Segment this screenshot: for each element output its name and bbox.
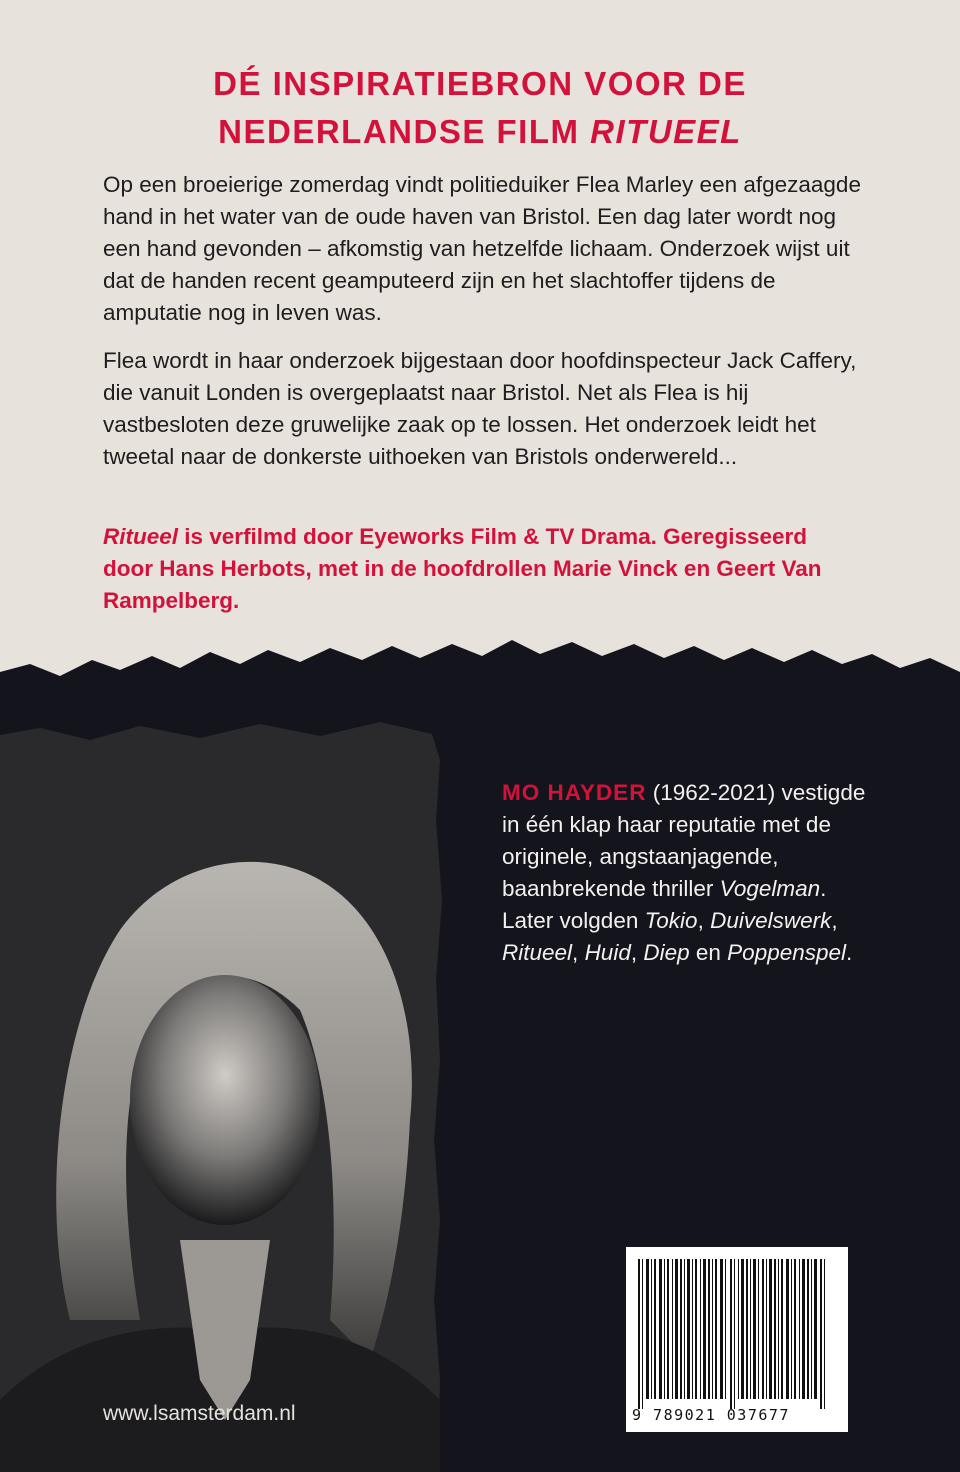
barcode-panel [626, 1247, 848, 1432]
author-years: (1962-2021) [646, 780, 776, 805]
bio-sep-2: , [831, 908, 838, 933]
barcode [626, 1247, 848, 1432]
photo-face [130, 975, 320, 1225]
barcode-bars [638, 1259, 825, 1409]
bio-sep-1: , [697, 908, 711, 933]
bio-text-1: vestigde in één klap haar reputatie met de originele, angstaanjagende, baanbrekende thriller [502, 780, 866, 901]
book-title-huid: Huid [584, 940, 631, 965]
book-title-duivelswerk: Duivelswerk [710, 908, 832, 933]
synopsis-paragraph-1: Op een broeierige zomerdag vindt politieduiker Flea Marley een afgezaagde hand in het water van de oude haven van Bristol. Een dag later wordt nog een hand gevonden – afkomstig van hetzelfde lichaam. Onderzoek wijst uit dat de handen recent geamputeerd zijn en het slachtoffer tijdens de amputatie nog in leven was. [103, 172, 861, 325]
bio-text-4: . [846, 940, 853, 965]
bio-sep-3: , [572, 940, 585, 965]
isbn-digits: 9 789021 037677 [632, 1406, 790, 1424]
book-title-vogelman: Vogelman [719, 876, 821, 901]
book-title-tokio: Tokio [644, 908, 698, 933]
publisher-website: www.lsamsterdam.nl [103, 1402, 296, 1425]
book-title-diep: Diep [643, 940, 690, 965]
headline-line-2-text: NEDERLANDSE FILM [218, 113, 591, 150]
book-title-ritueel: Ritueel [502, 940, 573, 965]
headline-line-1: DÉ INSPIRATIEBRON VOOR DE [213, 65, 747, 102]
author-name: MO HAYDER [502, 780, 647, 805]
author-photo [0, 722, 442, 1472]
film-note-title: Ritueel [103, 524, 179, 549]
synopsis-paragraph-2: Flea wordt in haar onderzoek bijgestaan door hoofdinspecteur Jack Caffery, die vanuit Londen is overgeplaatst naar Bristol. Net als Flea is hij vastbesloten deze gruwelijke zaak op te lossen. Het onderzoek leidt het tweetal naar de donkerste uithoeken van Bristols onderwereld... [103, 348, 857, 469]
headline-film-title: RITUEEL [590, 113, 742, 150]
bio-text-3: en [689, 940, 728, 965]
author-bio [502, 777, 882, 969]
bio-sep-4: , [630, 940, 644, 965]
bio-text-2: . Later volgden [502, 876, 827, 933]
book-title-poppenspel: Poppenspel [727, 940, 847, 965]
film-note-text: is verfilmd door Eyeworks Film & TV Drama. Geregisseerd door Hans Herbots, met in de hoofdrollen Marie Vinck en Geert Van Rampelberg. [103, 524, 822, 613]
